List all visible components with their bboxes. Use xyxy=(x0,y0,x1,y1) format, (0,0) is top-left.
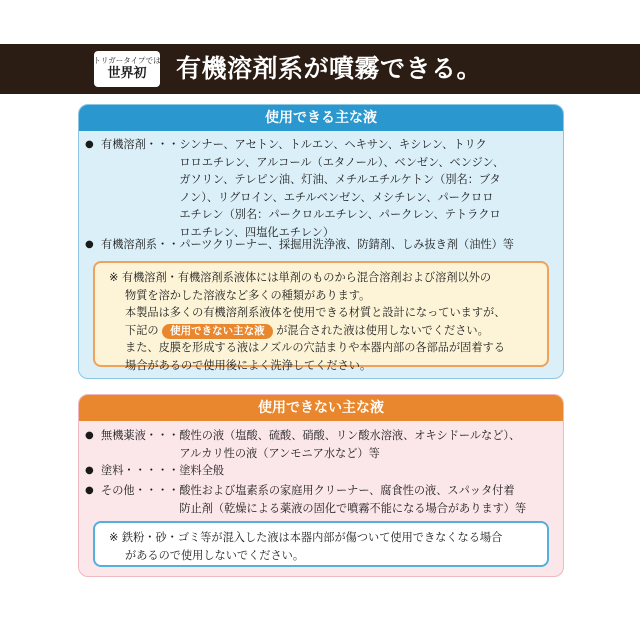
bullet-icon: ● xyxy=(85,430,94,441)
usable-note-box xyxy=(93,261,549,372)
note-line: 場合があるので使用後によく洗浄してください。 xyxy=(125,358,372,372)
item-label: 無機薬液・・・ xyxy=(101,429,180,442)
item-line: 塗料全般 xyxy=(179,464,225,477)
note-line: 物質を溶かした溶液など多くの種類があります。 xyxy=(125,288,371,302)
note-line: があるので使用しないでください。 xyxy=(125,548,305,562)
unusable-note-box xyxy=(93,521,549,567)
item-label: 有機溶剤系・・ xyxy=(101,238,180,251)
title-banner xyxy=(0,44,640,94)
item-line: アルカリ性の液（アンモニア水など）等 xyxy=(179,446,380,460)
page-title: 有機溶剤系が噴霧できる。 xyxy=(176,54,483,83)
badge-caption: トリガータイプでは xyxy=(93,56,161,65)
item-line: ノン）、リグロイン、エチルベンゼン、メシチレン、パークロロ xyxy=(179,190,494,204)
item-text xyxy=(179,236,555,254)
unusable-liquids-panel xyxy=(78,394,564,577)
note-line: ※ 有機溶剤・有機溶剤系液体には単剤のものから混合溶剤および溶剤以外の xyxy=(109,271,492,284)
item-text xyxy=(179,462,555,480)
item-line: エチレン（別名：パークロルエチレン、パークレン、テトラクロ xyxy=(179,208,501,221)
unusable-liquids-heading: 使用できない主な液 xyxy=(79,395,563,421)
bullet-icon: ● xyxy=(85,139,94,150)
usable-liquids-panel xyxy=(78,104,564,379)
item-line: 酸性および塩素系の家庭用クリーナー、腐食性の液、スパッタ付着 xyxy=(179,484,515,497)
item-line: 防止剤（乾燥による薬液の固化で噴霧不能になる場合があります）等 xyxy=(179,501,527,515)
list-item xyxy=(85,482,555,517)
list-item xyxy=(85,427,555,462)
bullet-icon: ● xyxy=(85,485,94,496)
usable-liquids-heading: 使用できる主な液 xyxy=(79,105,563,131)
note-line: ※ 鉄粉・砂・ゴミ等が混入した液は本器内部が傷ついて使用できなくなる場合 xyxy=(109,531,503,544)
item-text xyxy=(179,136,555,241)
item-line: ロエチレン、四塩化エチレン） xyxy=(179,225,335,239)
note-line xyxy=(109,322,537,340)
list-item xyxy=(85,136,555,241)
item-line: パーツクリーナー、採掘用洗浄液、防錆剤、しみ抜き剤（油性）等 xyxy=(179,238,514,251)
bullet-icon: ● xyxy=(85,239,94,250)
item-line: ガソリン、テレピン油、灯油、メチルエチルケトン（別名：ブタ xyxy=(179,173,501,186)
note-text: 下記の xyxy=(125,323,159,337)
note-text: が混合された液は使用しないでください。 xyxy=(276,323,489,337)
item-text xyxy=(179,482,555,517)
list-item xyxy=(85,462,555,480)
item-label: その他・・・・ xyxy=(101,484,180,497)
badge-label: 世界初 xyxy=(107,66,147,81)
bullet-icon: ● xyxy=(85,465,94,476)
item-label: 有機溶剤・・・ xyxy=(101,138,180,151)
item-text xyxy=(179,427,555,462)
item-line: シンナー、アセトン、トルエン、ヘキサン、キシレン、トリク xyxy=(179,138,487,151)
note-line: また、皮膜を形成する液はノズルの穴詰まりや本器内部の各部品が固着する xyxy=(125,341,505,354)
note-line: 本製品は多くの有機溶剤系液体を使用できる材質と設計になっていますが、 xyxy=(125,306,506,319)
list-item xyxy=(85,236,555,254)
unusable-liquids-tag: 使用できない主な液 xyxy=(162,324,273,339)
world-first-badge xyxy=(94,51,160,87)
item-line: 酸性の液（塩酸、硫酸、硝酸、リン酸水溶液、オキシドールなど）、 xyxy=(179,429,521,442)
item-line: ロロエチレン、アルコール（エタノール）、ベンゼン、ベンジン、 xyxy=(179,155,505,169)
item-label: 塗料・・・・・ xyxy=(101,464,180,477)
